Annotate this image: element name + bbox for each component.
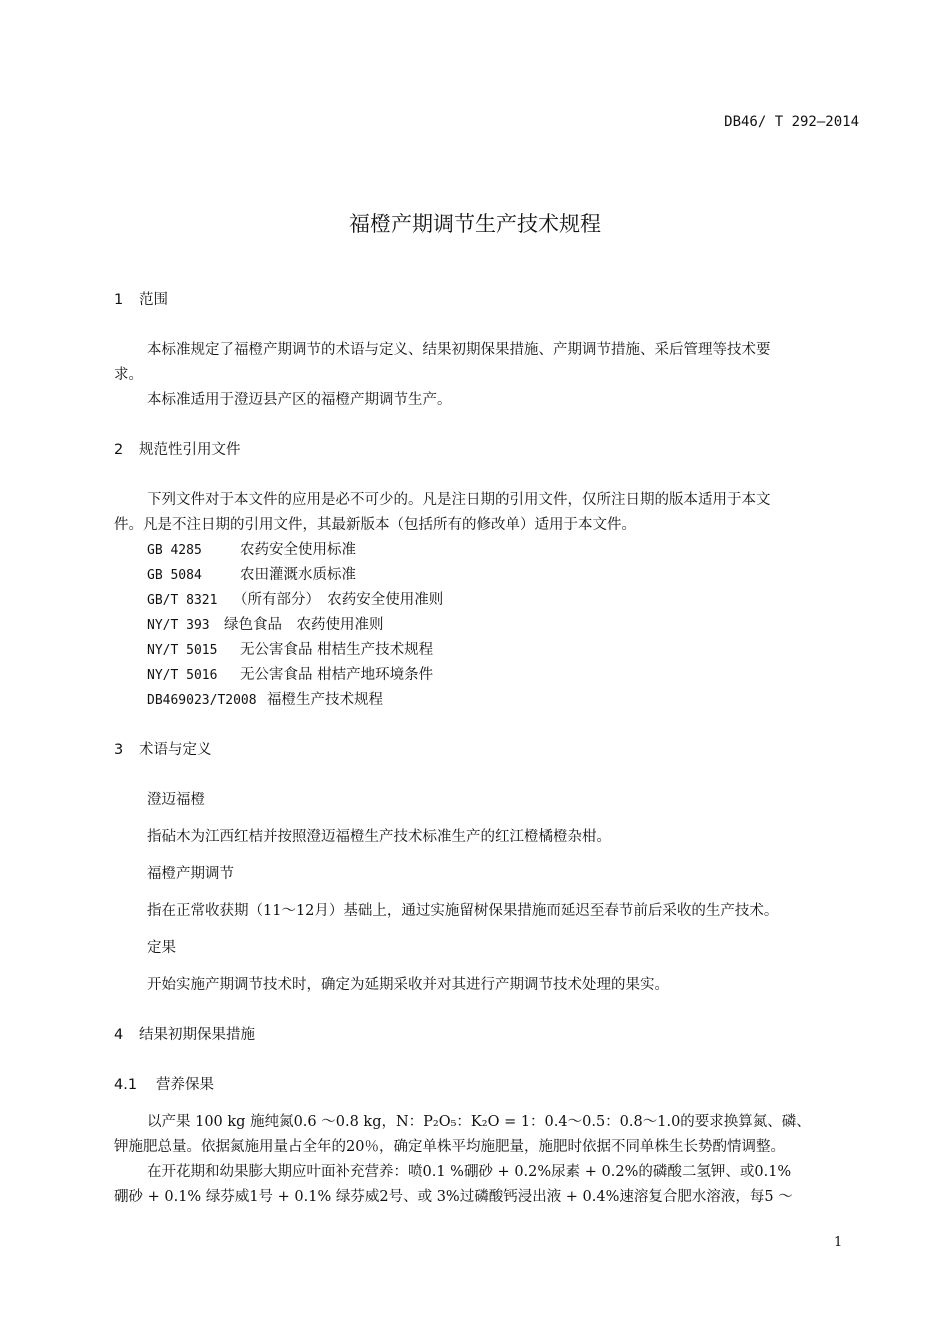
paragraph-line: 本标准适用于澄迈县产区的福橙产期调节生产。: [147, 392, 452, 408]
document-title: 福橙产期调节生产技术规程: [349, 212, 601, 236]
reference-title: 农田灌溉水质标准: [240, 567, 356, 583]
section-number: 1: [114, 292, 124, 308]
reference-item: [147, 588, 443, 609]
reference-title: 绿色食品 农药使用准则: [224, 617, 384, 633]
term-definition: 指砧木为江西红桔并按照澄迈福橙生产技术标准生产的红江橙橘橙杂柑。: [147, 829, 611, 845]
reference-code: GB 4285: [147, 543, 202, 558]
reference-item: [147, 538, 356, 559]
section-number: 2: [114, 442, 124, 458]
term-definition: 指在正常收获期（11～12月）基础上，通过实施留树保果措施而延迟至春节前后采收的生产技术。: [147, 903, 779, 919]
reference-title: 无公害食品 柑桔产地环境条件: [240, 667, 434, 683]
reference-code: GB/T 8321: [147, 593, 218, 608]
section-1-heading: [114, 288, 168, 309]
reference-item: [147, 613, 384, 634]
reference-code: DB469023/T2008: [147, 693, 257, 708]
term-heading: 定果: [147, 940, 176, 956]
reference-title: 福橙生产技术规程: [267, 692, 383, 708]
reference-code: NY/T 5016: [147, 668, 218, 683]
section-title: 范围: [139, 292, 168, 308]
reference-title: 无公害食品 柑桔生产技术规程: [240, 642, 434, 658]
reference-item: [147, 663, 433, 684]
section-2-heading: [114, 438, 241, 459]
term-heading: 福橙产期调节: [147, 866, 234, 882]
section-3-heading: [114, 738, 212, 759]
subsection-4-1-heading: [114, 1073, 214, 1094]
paragraph-line: 求。: [114, 367, 143, 383]
term-heading: 澄迈福橙: [147, 792, 205, 808]
reference-item: [147, 563, 356, 584]
reference-code: NY/T 5015: [147, 643, 218, 658]
reference-code: GB 5084: [147, 568, 202, 583]
paragraph-line: 在开花期和幼果膨大期应叶面补充营养：喷0.1 %硼砂 + 0.2%尿素 + 0.2%的磷酸二氢钾、或0.1%: [147, 1164, 792, 1180]
paragraph-line: 以产果 100 kg 施纯氮0.6 ～0.8 kg，N：P₂O₅：K₂O = 1：0.4～0.5：0.8～1.0的要求换算氮、磷、: [147, 1114, 811, 1130]
subsection-title: 营养保果: [156, 1077, 214, 1093]
paragraph-line: 钾施肥总量。依据氮施用量占全年的20％，确定单株平均施肥量，施肥时依据不同单株生长势酌情调整。: [114, 1139, 785, 1155]
page-number: 1: [834, 1235, 843, 1250]
reference-title: 农药安全使用标准: [240, 542, 356, 558]
section-number: 3: [114, 742, 124, 758]
paragraph-line: 件。凡是不注日期的引用文件，其最新版本（包括所有的修改单）适用于本文件。: [114, 517, 636, 533]
section-title: 结果初期保果措施: [139, 1027, 255, 1043]
reference-title: （所有部分） 农药安全使用准则: [233, 592, 444, 608]
reference-code: NY/T 393: [147, 618, 210, 633]
paragraph-line: 下列文件对于本文件的应用是必不可少的。凡是注日期的引用文件，仅所注日期的版本适用于本文: [147, 492, 771, 508]
term-definition: 开始实施产期调节技术时，确定为延期采收并对其进行产期调节技术处理的果实。: [147, 977, 669, 993]
reference-item: [147, 638, 433, 659]
section-number: 4: [114, 1027, 124, 1043]
paragraph-line: 硼砂 + 0.1% 绿芬威1号 + 0.1% 绿芬威2号、或 3%过磷酸钙浸出液 + 0.4%速溶复合肥水溶液，每5 ～: [114, 1189, 793, 1205]
section-4-heading: [114, 1023, 255, 1044]
standard-code: DB46/ T 292—2014: [724, 114, 859, 130]
section-title: 术语与定义: [139, 742, 212, 758]
paragraph-line: 本标准规定了福橙产期调节的术语与定义、结果初期保果措施、产期调节措施、采后管理等技术要: [147, 342, 771, 358]
subsection-number: 4.1: [114, 1077, 138, 1093]
reference-item: [147, 688, 383, 709]
section-title: 规范性引用文件: [139, 442, 241, 458]
